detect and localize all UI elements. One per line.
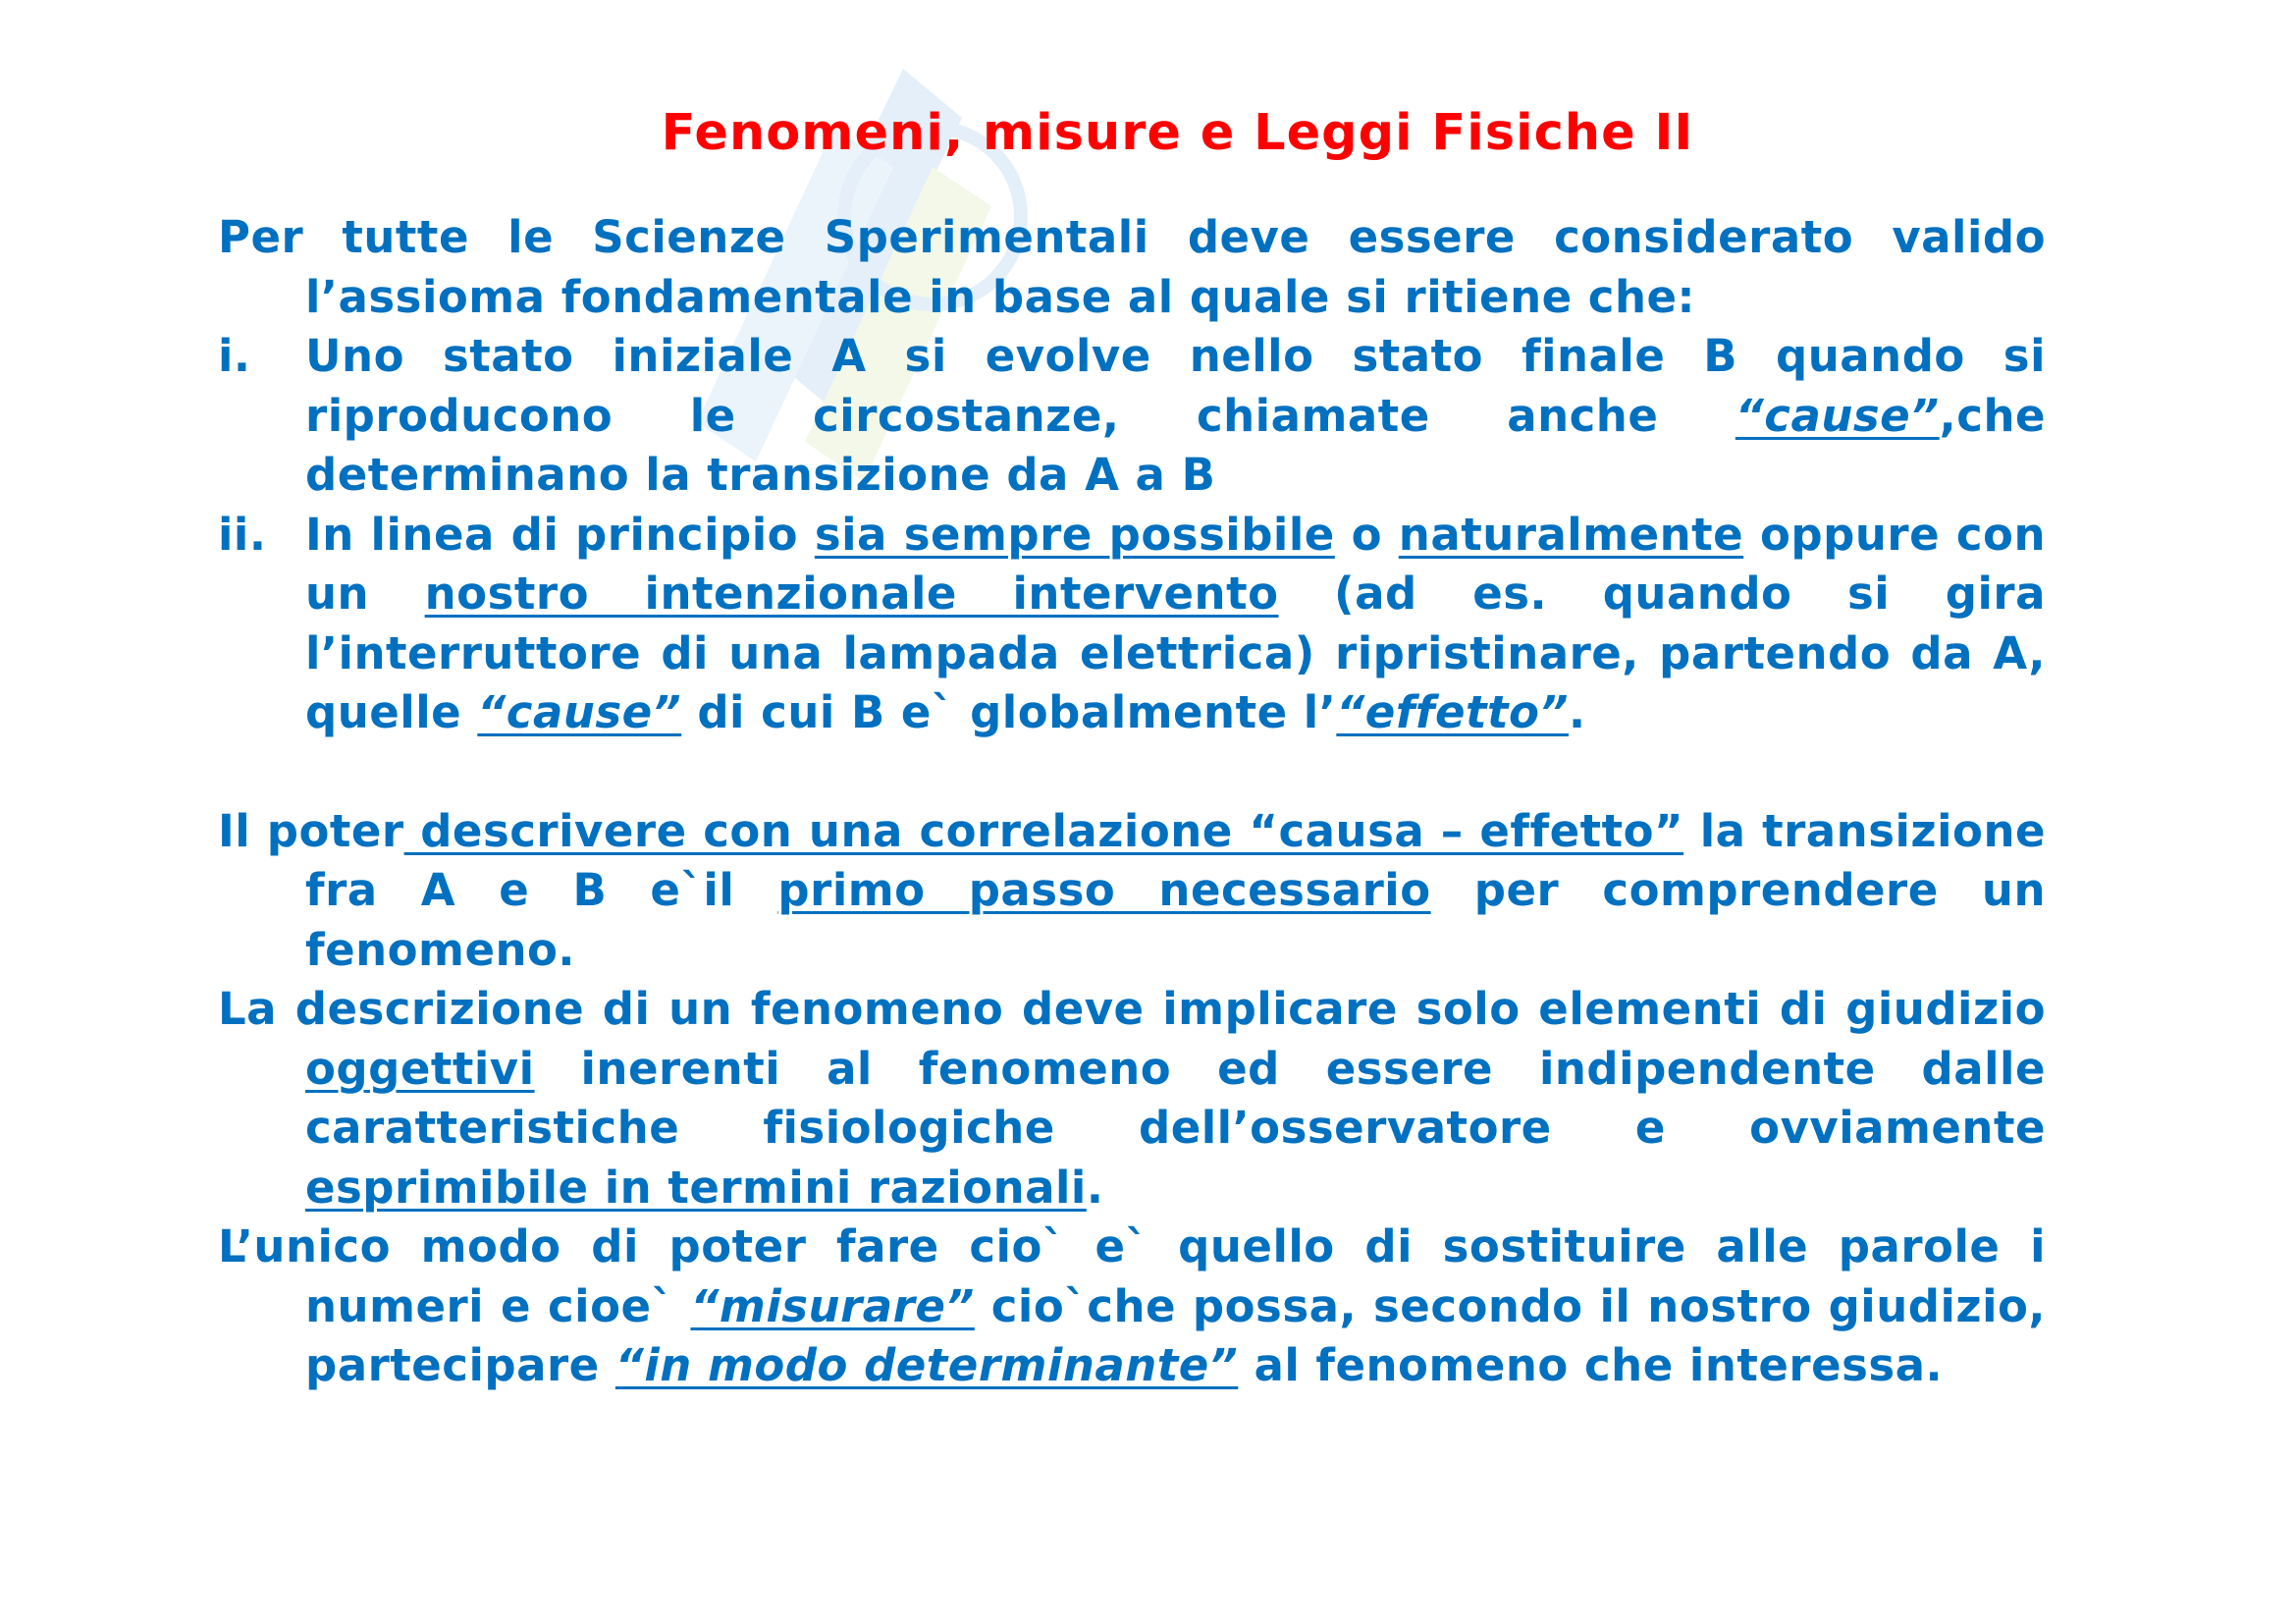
list-item-i bbox=[218, 327, 2046, 506]
list-item-text: o bbox=[1334, 508, 1399, 561]
list-item-ii bbox=[218, 506, 2046, 743]
emphasis-cause: “cause” bbox=[477, 686, 682, 738]
emphasis-intervention: nostro intenzionale intervento bbox=[424, 568, 1279, 620]
emphasis-first-step: primo passo necessario bbox=[777, 864, 1431, 916]
emphasis-naturally: naturalmente bbox=[1398, 508, 1744, 561]
paragraph-text: L’unico modo di poter fare cio` e` quello di sostituire alle parole i numeri e cioe` bbox=[218, 1220, 2046, 1332]
list-item-text: In linea di principio bbox=[305, 508, 815, 561]
list-item-text: Uno stato iniziale A si evolve nello stato finale B quando si riproducono le circostanze, chiamate anche bbox=[305, 330, 2046, 442]
emphasis-determinant: “in modo determinante” bbox=[614, 1339, 1239, 1391]
list-item-text: (ad es. quando si gira l’interruttore di una lampada elettrica) ripristinare, partendo da A, quelle bbox=[305, 568, 2046, 738]
list-item-text: di cui B e` globalmente l’ bbox=[681, 686, 1337, 738]
paragraph-spacer bbox=[218, 743, 2046, 802]
emphasis-effect: “effetto” bbox=[1336, 686, 1569, 738]
list-item-text: ,che determinano la transizione da A a B bbox=[305, 389, 2046, 501]
paragraph-text: al fenomeno che interessa. bbox=[1238, 1339, 1944, 1391]
emphasis-rational-terms: esprimibile in termini razionali bbox=[305, 1161, 1087, 1214]
emphasis-measure: “misurare” bbox=[690, 1279, 975, 1332]
intro-paragraph bbox=[218, 208, 2046, 327]
paragraph-cause-effect bbox=[218, 802, 2046, 981]
paragraph-text: La descrizione di un fenomeno deve implicare solo elementi di giudizio bbox=[218, 983, 2046, 1035]
list-item-number: i. bbox=[218, 330, 251, 382]
paragraph-text: inerenti al fenomeno ed essere indipendente dalle caratteristiche fisiologiche dell’osservatore e ovviamente bbox=[305, 1042, 2046, 1154]
paragraph-text: cio`che possa, secondo il nostro giudizio, partecipare bbox=[305, 1279, 2047, 1391]
emphasis-always-possible: sia sempre possibile bbox=[814, 508, 1335, 561]
emphasis-cause: “cause” bbox=[1735, 389, 1940, 442]
paragraph-text: Il poter bbox=[218, 804, 404, 857]
list-item-number: ii. bbox=[218, 508, 267, 561]
page-title: Fenomeni, misure e Leggi Fisiche II bbox=[661, 104, 1694, 162]
paragraph-text: la transizione fra A e B e`il bbox=[305, 804, 2047, 916]
paragraph-description bbox=[218, 980, 2046, 1217]
intro-text: Per tutte le Scienze Sperimentali deve essere considerato valido l’assioma fondamentale in base al quale si ritiene che: bbox=[218, 211, 2046, 323]
emphasis-objective: oggettivi bbox=[305, 1042, 535, 1095]
list-item-text: oppure con un bbox=[305, 508, 2046, 620]
paragraph-text: per comprendere un fenomeno. bbox=[305, 864, 2046, 976]
document-body bbox=[218, 208, 2046, 1396]
list-item-text: . bbox=[1568, 686, 1586, 738]
emphasis-correlation: descrivere con una correlazione “causa – effetto” bbox=[403, 804, 1684, 857]
paragraph-measure bbox=[218, 1217, 2046, 1396]
paragraph-text: . bbox=[1086, 1161, 1104, 1214]
